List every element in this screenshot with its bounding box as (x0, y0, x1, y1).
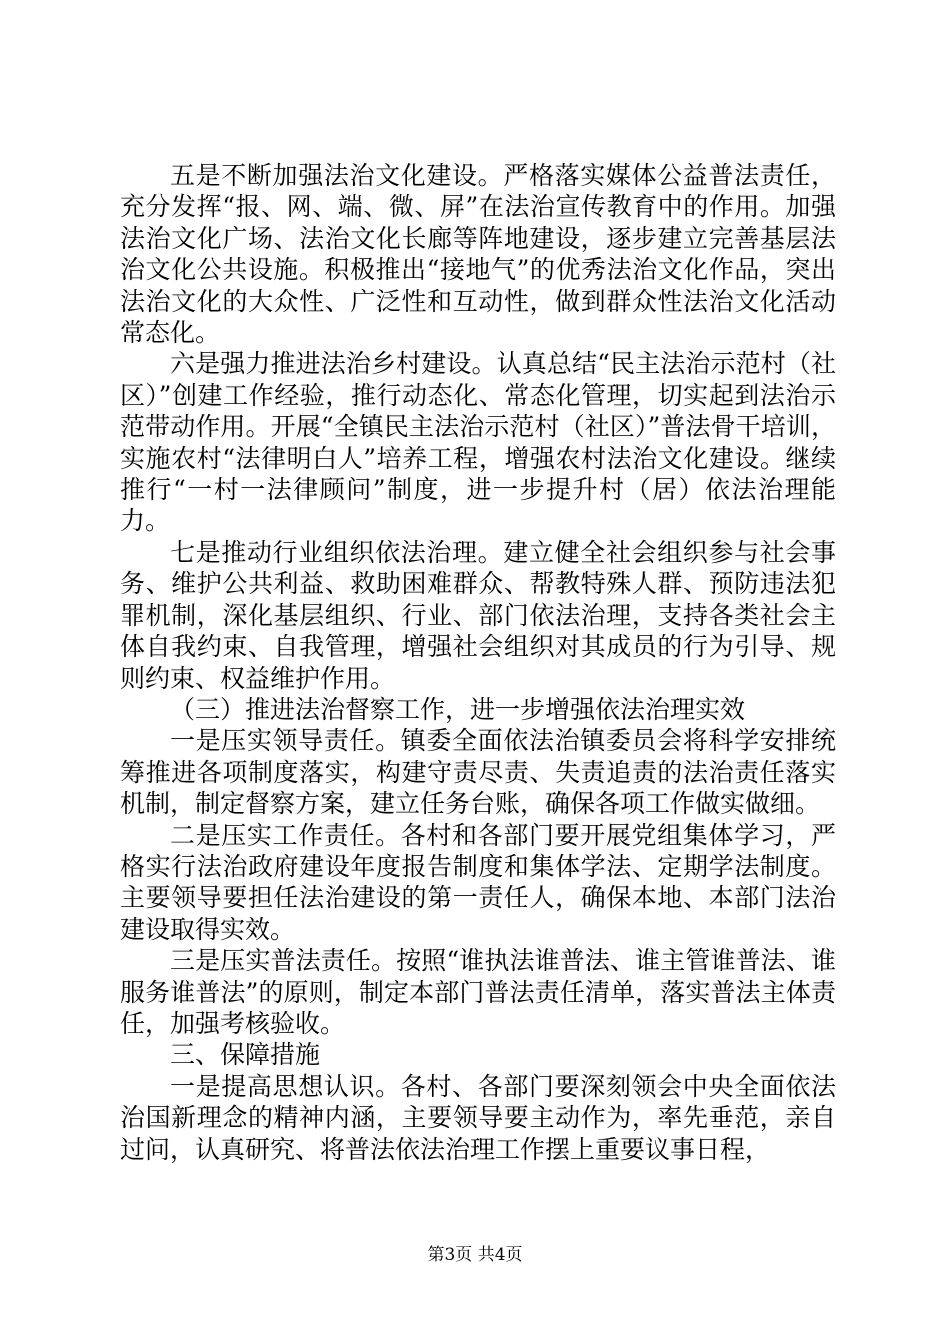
paragraph-5-culture: 五是不断加强法治文化建设。严格落实媒体公益普法责任，充分发挥“报、网、端、微、屏”在法治宣传教育中的作用。加强法治文化广场、法治文化长廊等阵地建设，逐步建立完善基层法治文化公共设施。积极推出“接地气”的优秀法治文化作品，突出法治文化的大众性、广泛性和互动性，做到群众性法治文化活动常态化。 (120, 161, 836, 348)
paragraph-work-responsibility: 二是压实工作责任。各村和各部门要开展党组集体学习，严格实行法治政府建设年度报告制度和集体学法、定期学法制度。主要领导要担任法治建设的第一责任人，确保本地、本部门法治建设取得实效。 (120, 820, 836, 944)
section-heading-safeguards: 三、保障措施 (170, 1040, 321, 1070)
paragraph-7-industry: 七是推动行业组织依法治理。建立健全社会组织参与社会事务、维护公共利益、救助困难群众、帮教特殊人群、预防违法犯罪机制，深化基层组织、行业、部门依法治理，支持各类社会主体自我约束、自我管理，增强社会组织对其成员的行为引导、规则约束、权益维护作用。 (120, 537, 836, 693)
paragraph-leadership-responsibility: 一是压实领导责任。镇委全面依法治镇委员会将科学安排统筹推进各项制度落实，构建守责尽责、失责追责的法治责任落实机制，制定督察方案，建立任务台账，确保各项工作做实做细。 (120, 726, 836, 819)
section-heading-supervision: （三）推进法治督察工作，进一步增强依法治理实效 (170, 694, 746, 724)
paragraph-ideological-awareness: 一是提高思想认识。各村、各部门要深刻领会中央全面依法治国新理念的精神内涵，主要领导要主动作为，率先垂范，亲自过问，认真研究、将普法依法治理工作摆上重要议事日程， (120, 1071, 836, 1164)
paragraph-6-village: 六是强力推进法治乡村建设。认真总结“民主法治示范村（社区）”创建工作经验，推行动态化、常态化管理，切实起到法治示范带动作用。开展“全镇民主法治示范村（社区）”普法骨干培训，实施农村“法律明白人”培养工程，增强农村法治文化建设。继续推行“一村一法律顾问”制度，进一步提升村（居）依法治理能力。 (120, 349, 836, 536)
paragraph-legal-education-responsibility: 三是压实普法责任。按照“谁执法谁普法、谁主管谁普法、谁服务谁普法”的原则，制定本部门普法责任清单，落实普法主体责任，加强考核验收。 (120, 946, 836, 1038)
document-body (120, 160, 836, 1165)
page-number-footer: 第3页 共4页 (427, 1245, 523, 1265)
